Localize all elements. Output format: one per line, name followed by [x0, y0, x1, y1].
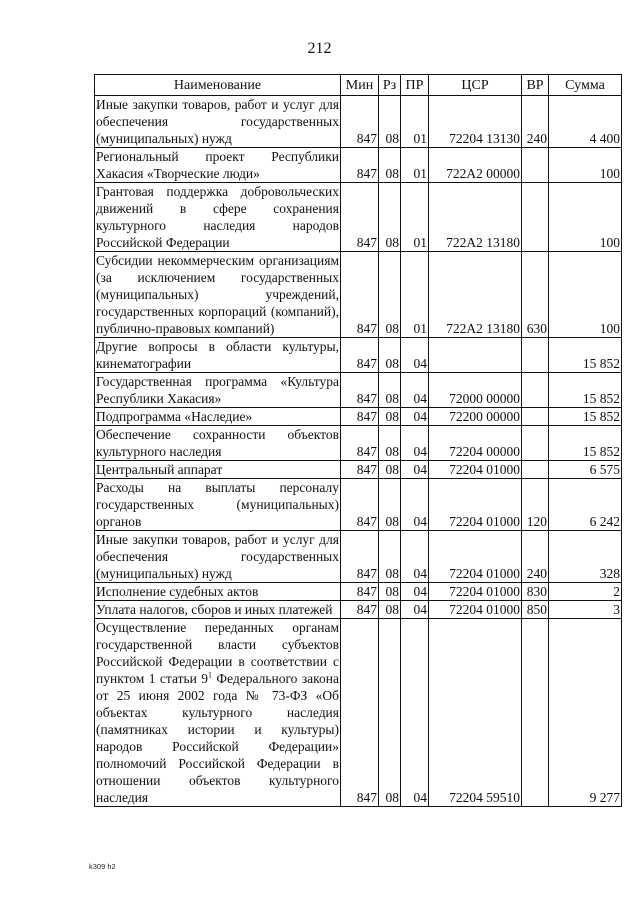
cell-min: 847 [341, 583, 379, 601]
cell-min: 847 [341, 148, 379, 183]
table-row [95, 96, 622, 148]
cell-vr: 240 [522, 531, 549, 583]
cell-sum: 100 [549, 252, 622, 338]
cell-sum: 15 852 [549, 373, 622, 408]
table-row [95, 479, 622, 531]
header-csr: ЦСР [429, 75, 522, 96]
header-pr: ПР [401, 75, 429, 96]
cell-vr [522, 461, 549, 479]
table-row [95, 461, 622, 479]
cell-sum: 2 [549, 583, 622, 601]
cell-min: 847 [341, 479, 379, 531]
cell-name: Подпрограмма «Наследие» [95, 408, 341, 426]
cell-name: Расходы на выплаты персоналу государственных (муниципальных) органов [96, 480, 339, 529]
cell-name: Исполнение судебных актов [95, 583, 341, 601]
cell-vr [522, 338, 549, 373]
cell-min: 847 [341, 426, 379, 461]
cell-name: Региональный проект Республики Хакасия «Творческие люди» [96, 149, 339, 181]
cell-name: Обеспечение сохранности объектов культурного наследия [96, 427, 339, 459]
cell-pr: 04 [401, 531, 429, 583]
cell-name: Субсидии некоммерческим организациям (за исключением государственных (муниципальных) учреждений, государственных корпораций (компаний), публично-правовых компаний) [96, 253, 339, 336]
cell-vr: 830 [522, 583, 549, 601]
cell-name: Другие вопросы в области культуры, кинематографии [96, 339, 339, 371]
cell-rz: 08 [379, 426, 401, 461]
cell-vr [522, 148, 549, 183]
cell-vr: 630 [522, 252, 549, 338]
budget-table [94, 74, 622, 807]
cell-pr: 04 [401, 601, 429, 619]
cell-min: 847 [341, 373, 379, 408]
cell-sum: 100 [549, 148, 622, 183]
cell-sum: 100 [549, 183, 622, 252]
header-vr: ВР [522, 75, 549, 96]
cell-name: Иные закупки товаров, работ и услуг для обеспечения государственных (муниципальных) нужд [96, 97, 339, 146]
cell-sum: 9 277 [549, 619, 622, 807]
header-min: Мин [341, 75, 379, 96]
cell-sum: 328 [549, 531, 622, 583]
cell-rz: 08 [379, 531, 401, 583]
cell-vr: 850 [522, 601, 549, 619]
cell-rz: 08 [379, 183, 401, 252]
table-row [95, 408, 622, 426]
cell-pr: 04 [401, 408, 429, 426]
cell-vr [522, 619, 549, 807]
cell-sum: 15 852 [549, 338, 622, 373]
cell-csr: 72204 01000 [429, 601, 522, 619]
cell-min: 847 [341, 252, 379, 338]
cell-name: Уплата налогов, сборов и иных платежей [95, 601, 341, 619]
table-row [95, 252, 622, 338]
cell-csr: 72204 01000 [429, 583, 522, 601]
cell-rz: 08 [379, 619, 401, 807]
cell-vr: 120 [522, 479, 549, 531]
cell-sum: 4 400 [549, 96, 622, 148]
header-sum: Сумма [549, 75, 622, 96]
cell-pr: 04 [401, 373, 429, 408]
cell-name: Осуществление переданных органам государственной власти субъектов Российской Федерации в соответствии с пунктом 1 статьи $9^1$ Федерального закона от 25 июня 2002 года № 73-ФЗ «Об объектах культурного наследия (памятниках истории и культуры) народов Российской Федерации» полномочий Российской Федерации в отношении объектов культурного наследия [96, 620, 339, 805]
cell-csr: 72204 01000 [429, 461, 522, 479]
table-row [95, 601, 622, 619]
cell-pr: 04 [401, 461, 429, 479]
table-header-row [95, 75, 622, 96]
table-row [95, 373, 622, 408]
cell-rz: 08 [379, 479, 401, 531]
table-row [95, 426, 622, 461]
cell-min: 847 [341, 461, 379, 479]
cell-vr [522, 426, 549, 461]
cell-sum: 3 [549, 601, 622, 619]
cell-sum: 15 852 [549, 408, 622, 426]
cell-rz: 08 [379, 408, 401, 426]
cell-name: Иные закупки товаров, работ и услуг для обеспечения государственных (муниципальных) нужд [96, 532, 339, 581]
cell-min: 847 [341, 619, 379, 807]
cell-vr: 240 [522, 96, 549, 148]
cell-pr: 04 [401, 479, 429, 531]
cell-csr: 722А2 00000 [429, 148, 522, 183]
cell-rz: 08 [379, 148, 401, 183]
cell-pr: 01 [401, 252, 429, 338]
table-row [95, 583, 622, 601]
cell-name: Государственная программа «Культура Республики Хакасия» [96, 374, 339, 406]
cell-csr: 72204 59510 [429, 619, 522, 807]
cell-min: 847 [341, 338, 379, 373]
cell-csr: 722А2 13180 [429, 183, 522, 252]
cell-rz: 08 [379, 338, 401, 373]
cell-pr: 04 [401, 426, 429, 461]
cell-min: 847 [341, 183, 379, 252]
cell-csr: 722А2 13180 [429, 252, 522, 338]
cell-pr: 01 [401, 96, 429, 148]
cell-rz: 08 [379, 96, 401, 148]
cell-csr: 72204 01000 [429, 479, 522, 531]
cell-rz: 08 [379, 601, 401, 619]
cell-pr: 04 [401, 338, 429, 373]
cell-rz: 08 [379, 252, 401, 338]
cell-rz: 08 [379, 461, 401, 479]
footer-code: k309 h2 [89, 862, 116, 871]
cell-csr: 72200 00000 [429, 408, 522, 426]
cell-csr: 72204 13130 [429, 96, 522, 148]
cell-csr: 72204 00000 [429, 426, 522, 461]
cell-sum: 6 575 [549, 461, 622, 479]
header-rz: Рз [379, 75, 401, 96]
cell-vr [522, 373, 549, 408]
cell-csr [429, 338, 522, 373]
table-row [95, 619, 622, 807]
cell-pr: 04 [401, 583, 429, 601]
cell-sum: 6 242 [549, 479, 622, 531]
cell-min: 847 [341, 408, 379, 426]
header-name: Наименование [95, 75, 341, 96]
cell-rz: 08 [379, 373, 401, 408]
cell-min: 847 [341, 531, 379, 583]
cell-csr: 72204 01000 [429, 531, 522, 583]
cell-sum: 15 852 [549, 426, 622, 461]
cell-name: Грантовая поддержка добровольческих движений в сфере сохранения культурного наследия народов Российской Федерации [96, 184, 339, 250]
cell-csr: 72000 00000 [429, 373, 522, 408]
cell-pr: 01 [401, 148, 429, 183]
cell-min: 847 [341, 601, 379, 619]
cell-rz: 08 [379, 583, 401, 601]
cell-min: 847 [341, 96, 379, 148]
table-row [95, 531, 622, 583]
cell-pr: 01 [401, 183, 429, 252]
table-row [95, 338, 622, 373]
table-row [95, 148, 622, 183]
cell-name: Центральный аппарат [95, 461, 341, 479]
page-number: 212 [307, 40, 332, 57]
cell-vr [522, 408, 549, 426]
cell-vr [522, 183, 549, 252]
cell-pr: 04 [401, 619, 429, 807]
table-row [95, 183, 622, 252]
